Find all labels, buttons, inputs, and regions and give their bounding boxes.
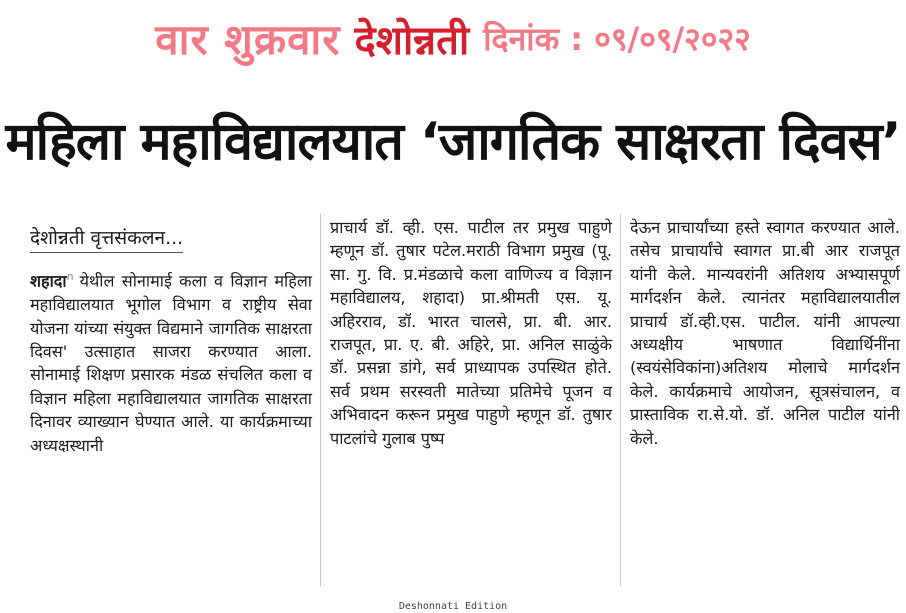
- column-3-text: देऊन प्राचार्यांच्या हस्ते स्वागत करण्यात आले. तसेच प्राचार्यांचे स्वागत प्रा.बी आर राजपूत यांनी केले. मान्यवरांनी अतिशय अभ्यासपूर्ण मार्गदर्शन केले. त्यानंतर महाविद्यालयातील प्राचार्य डॉ.व्ही.एस. पाटील. यांनी आपल्या अध्यक्षीय भाषणात विद्यार्थिनींना (स्वयंसेविकांना)अतिशय मोलाचे मार्गदर्शन केले. कार्यक्रमाचे आयोजन, सूत्रसंचालन, व प्रास्ताविक रा.से.यो. डॉ. अनिल पाटील यांनी केले.: [630, 218, 900, 448]
- headline: महिला महाविद्यालयात ‘जागतिक साक्षरता दिवस’: [5, 112, 901, 172]
- edition-footer: Deshonnati Edition: [398, 601, 508, 612]
- column-divider: [620, 214, 621, 586]
- article-column-2: [330, 216, 612, 450]
- dateline-mark-icon: n: [66, 270, 74, 284]
- article-paragraph: [30, 265, 312, 457]
- masthead-day: वार शुक्रवार: [155, 14, 341, 64]
- column-2-text: प्राचार्य डॉ. व्ही. एस. पाटील तर प्रमुख पाहुणे म्हणून डॉ. तुषार पटेल.मराठी विभाग प्रमुख (पू. सा. गु. वि. प्र.मंडळाचे कला वाणिज्य व विज्ञान महाविद्यालय, शहादा) प्रा.श्रीमती एस. यू. अहिरराव, डॉ. भारत चालसे, प्रा. बी. आर. राजपूत, प्रा. ए. बी. अहिरे, प्रा. अनिल साळुंके डॉ. प्रसन्ना डांगे, सर्व प्राध्यापक उपस्थित होते. सर्व प्रथम सरस्वती मातेच्या प्रतिमेचे पूजन व अभिवादन करून प्रमुख पाहुणे म्हणून डॉ. तुषार पाटलांचे गुलाब पुष्प: [330, 218, 612, 448]
- bureau-credit: देशोन्नती वृत्तसंकलन...: [30, 227, 183, 253]
- masthead-paper-name: देशोन्नती: [354, 17, 470, 64]
- article-column-1: [30, 227, 312, 457]
- dateline: शहादा: [30, 271, 67, 291]
- article-column-3: [630, 216, 900, 450]
- masthead: [0, 0, 906, 76]
- column-divider: [320, 214, 321, 586]
- column-1-text: येथील सोनामाई कला व विज्ञान महिला महाविद्यालयात भूगोल विभाग व राष्ट्रीय सेवा योजना यांच्या संयुक्त विद्यमाने जागतिक साक्षरता दिवस' उत्साहात साजरा करण्यात आला. सोनामाई शिक्षण प्रसारक मंडळ संचलित कला व विज्ञान महिला महाविद्यालयात जागतिक साक्षरता दिनावर व्याख्यान घेण्यात आले. या कार्यक्रमाच्या अध्यक्षस्थानी: [30, 271, 312, 455]
- masthead-date: दिनांक : ०९/०९/२०२२: [483, 19, 751, 58]
